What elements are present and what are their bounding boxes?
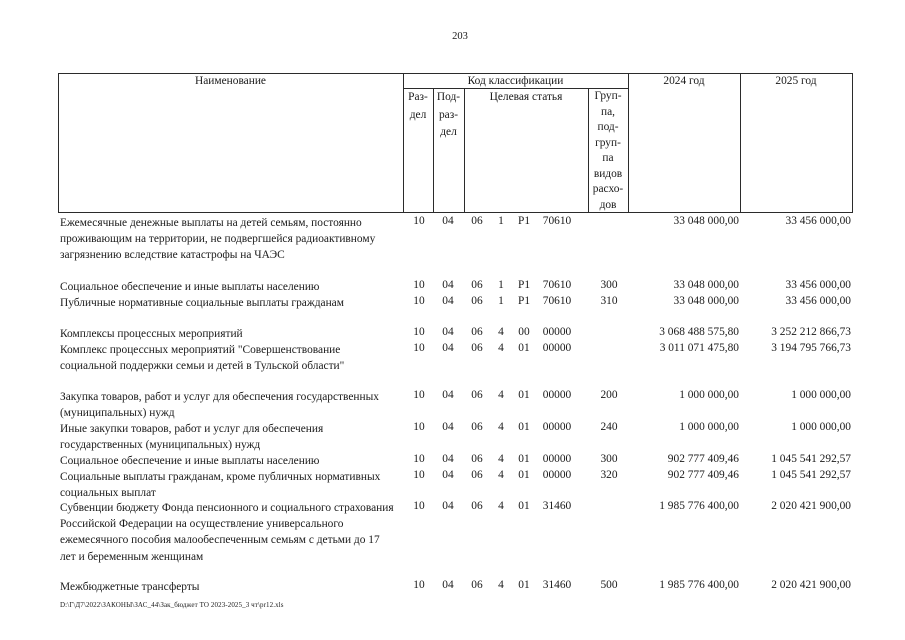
row-code-c4: 00000 xyxy=(542,453,572,465)
header-podrazdel: Под- раз- дел xyxy=(436,91,461,138)
row-code-rz: 10 xyxy=(413,421,425,433)
header-razdel: Раз- дел xyxy=(408,91,428,121)
row-amount-v2024: 3 011 071 475,80 xyxy=(659,342,739,354)
row-amount-v2024: 902 777 409,46 xyxy=(667,469,739,481)
row-code-c2: 4 xyxy=(498,421,504,433)
row-code-rz: 10 xyxy=(413,389,425,401)
row-code-c1: 06 xyxy=(471,469,483,481)
row-code-c1: 06 xyxy=(471,389,483,401)
row-code-c4: 00000 xyxy=(542,421,572,433)
row-code-c1: 06 xyxy=(471,215,483,227)
header-group: Груп- па, под- груп- па видов расхо- дов xyxy=(592,90,624,211)
header-target: Целевая статья xyxy=(489,91,563,103)
row-code-c2: 4 xyxy=(498,500,504,512)
row-amount-v2024: 1 000 000,00 xyxy=(679,421,739,433)
header-name: Наименование xyxy=(195,75,266,87)
row-amount-v2025: 3 194 795 766,73 xyxy=(771,342,851,354)
row-code-c2: 4 xyxy=(498,469,504,481)
header-code: Код классификации xyxy=(467,75,564,87)
row-code-rz: 10 xyxy=(413,326,425,338)
row-code-c4: 00000 xyxy=(542,469,572,481)
row-amount-v2024: 1 985 776 400,00 xyxy=(659,579,739,591)
row-code-c4: 00000 xyxy=(542,389,572,401)
row-amount-v2024: 1 985 776 400,00 xyxy=(659,500,739,512)
row-code-pr: 04 xyxy=(442,326,454,338)
row-code-c3: 01 xyxy=(518,453,530,465)
row-code-vr: 300 xyxy=(600,453,618,465)
row-code-c4: 70610 xyxy=(542,279,572,291)
row-code-rz: 10 xyxy=(413,579,425,591)
row-code-c3: 01 xyxy=(518,500,530,512)
row-code-c1: 06 xyxy=(471,453,483,465)
row-name: Социальное обеспечение и иные выплаты населению xyxy=(60,455,320,467)
row-code-pr: 04 xyxy=(442,295,454,307)
row-amount-v2025: 33 456 000,00 xyxy=(785,215,851,227)
row-amount-v2025: 1 000 000,00 xyxy=(791,421,851,433)
row-amount-v2025: 33 456 000,00 xyxy=(785,295,851,307)
row-name: Закупка товаров, работ и услуг для обеспечения государственных (муниципальных) нужд xyxy=(60,391,379,420)
row-code-rz: 10 xyxy=(413,215,425,227)
row-amount-v2024: 33 048 000,00 xyxy=(673,215,739,227)
row-code-c3: P1 xyxy=(517,215,531,227)
row-amount-v2025: 3 252 212 866,73 xyxy=(771,326,851,338)
file-path-footer: D:\Г\Д7\2022\ЗАКОНЫ\ЗАС_44\Зак_бюджет ТО 2023-2025_3 чт\pr12.xls xyxy=(60,601,284,609)
row-code-vr: 500 xyxy=(600,579,618,591)
row-name: Комплексы процессных мероприятий xyxy=(60,328,243,340)
row-code-pr: 04 xyxy=(442,421,454,433)
row-code-c1: 06 xyxy=(471,326,483,338)
row-code-pr: 04 xyxy=(442,389,454,401)
row-code-c4: 70610 xyxy=(542,295,572,307)
row-code-c4: 70610 xyxy=(542,215,572,227)
row-amount-v2024: 3 068 488 575,80 xyxy=(659,326,739,338)
row-code-c1: 06 xyxy=(471,279,483,291)
row-name: Иные закупки товаров, работ и услуг для обеспечения государственных (муниципальных) нужд xyxy=(60,423,324,452)
row-code-rz: 10 xyxy=(413,500,425,512)
row-code-c2: 4 xyxy=(498,389,504,401)
row-amount-v2025: 1 045 541 292,57 xyxy=(771,469,851,481)
row-code-c1: 06 xyxy=(471,421,483,433)
row-amount-v2024: 33 048 000,00 xyxy=(673,279,739,291)
row-amount-v2025: 2 020 421 900,00 xyxy=(771,579,851,591)
row-code-c1: 06 xyxy=(471,342,483,354)
row-code-c3: 01 xyxy=(518,469,530,481)
row-code-c3: 01 xyxy=(518,421,530,433)
row-code-vr: 310 xyxy=(600,295,618,307)
row-code-c2: 1 xyxy=(498,295,504,307)
header-2024: 2024 год xyxy=(663,75,705,87)
row-code-c4: 00000 xyxy=(542,342,572,354)
row-code-rz: 10 xyxy=(413,279,425,291)
row-code-c1: 06 xyxy=(471,500,483,512)
row-amount-v2025: 1 045 541 292,57 xyxy=(771,453,851,465)
row-amount-v2025: 1 000 000,00 xyxy=(791,389,851,401)
row-code-c4: 00000 xyxy=(542,326,572,338)
row-amount-v2025: 33 456 000,00 xyxy=(785,279,851,291)
row-code-pr: 04 xyxy=(442,469,454,481)
row-name: Социальные выплаты гражданам, кроме публичных нормативных социальных выплат xyxy=(60,471,381,500)
page-number: 203 xyxy=(452,31,468,42)
row-code-pr: 04 xyxy=(442,500,454,512)
row-amount-v2024: 1 000 000,00 xyxy=(679,389,739,401)
row-code-c2: 4 xyxy=(498,342,504,354)
row-code-c2: 1 xyxy=(498,215,504,227)
header-2025: 2025 год xyxy=(775,75,817,87)
row-code-pr: 04 xyxy=(442,215,454,227)
row-code-rz: 10 xyxy=(413,342,425,354)
row-code-c4: 31460 xyxy=(542,500,572,512)
row-code-c3: 01 xyxy=(518,389,530,401)
row-amount-v2024: 33 048 000,00 xyxy=(673,295,739,307)
row-amount-v2025: 2 020 421 900,00 xyxy=(771,500,851,512)
row-code-c2: 4 xyxy=(498,579,504,591)
row-code-c3: P1 xyxy=(517,279,531,291)
row-name: Ежемесячные денежные выплаты на детей семьям, постоянно проживающим на территории, не подвергшейся радиоактивному загрязнению вследствие катастрофы на ЧАЭС xyxy=(60,217,376,262)
row-code-vr: 300 xyxy=(600,279,618,291)
row-name: Комплекс процессных мероприятий "Совершенствование социальной поддержки семьи и детей в Тульской области" xyxy=(60,344,345,373)
row-code-c1: 06 xyxy=(471,295,483,307)
row-code-c3: 01 xyxy=(518,342,530,354)
row-code-pr: 04 xyxy=(442,453,454,465)
row-code-c2: 4 xyxy=(498,326,504,338)
row-code-rz: 10 xyxy=(413,469,425,481)
row-code-c3: 01 xyxy=(518,579,530,591)
row-code-rz: 10 xyxy=(413,295,425,307)
row-name: Публичные нормативные социальные выплаты гражданам xyxy=(60,297,344,309)
row-code-c2: 1 xyxy=(498,279,504,291)
row-code-c2: 4 xyxy=(498,453,504,465)
row-code-vr: 240 xyxy=(600,421,618,433)
row-code-pr: 04 xyxy=(442,279,454,291)
row-code-c3: 00 xyxy=(518,326,530,338)
row-name: Субвенции бюджету Фонда пенсионного и социального страхования Российской Федерации на осуществление универсального ежемесячного пособия малообеспеченным семьям с детьми до 17 лет и беременным женщинам xyxy=(60,502,394,563)
row-code-vr: 320 xyxy=(600,469,618,481)
row-name: Социальное обеспечение и иные выплаты населению xyxy=(60,281,320,293)
row-code-rz: 10 xyxy=(413,453,425,465)
row-code-pr: 04 xyxy=(442,342,454,354)
row-code-c4: 31460 xyxy=(542,579,572,591)
row-code-vr: 200 xyxy=(600,389,618,401)
row-code-pr: 04 xyxy=(442,579,454,591)
row-amount-v2024: 902 777 409,46 xyxy=(667,453,739,465)
row-name: Межбюджетные трансферты xyxy=(60,581,200,593)
row-code-c3: P1 xyxy=(517,295,531,307)
row-code-c1: 06 xyxy=(471,579,483,591)
